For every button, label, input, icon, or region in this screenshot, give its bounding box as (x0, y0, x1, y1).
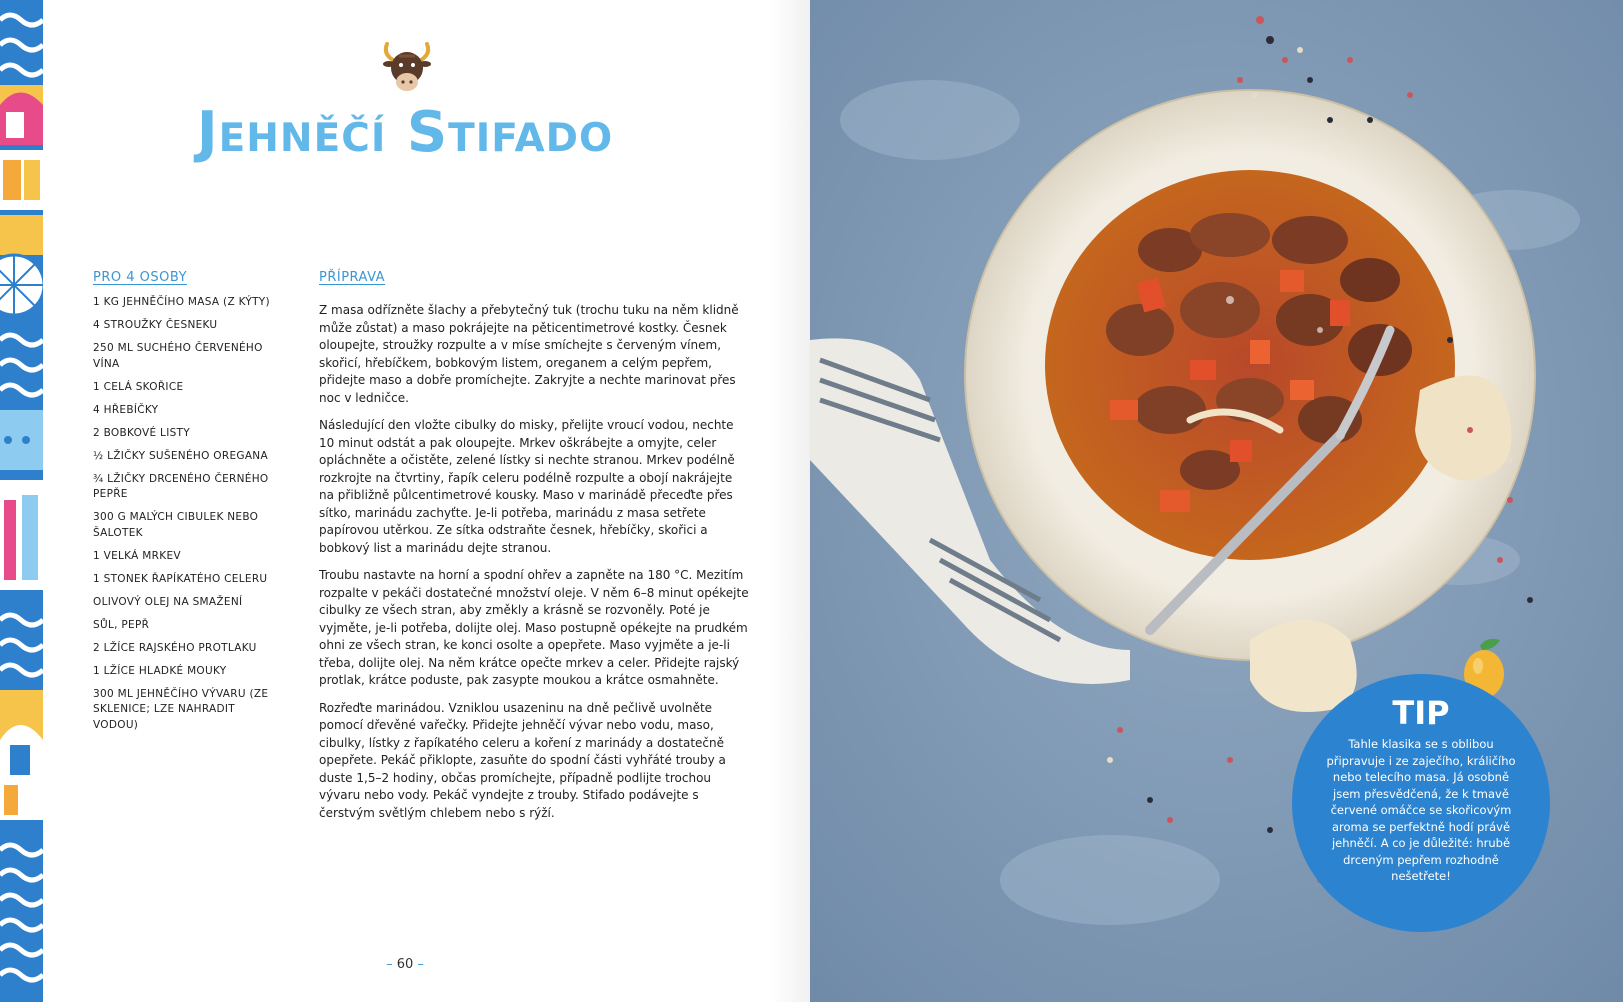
page-gutter (770, 0, 810, 1002)
preparation-step: Troubu nastavte na horní a spodní ohřev a zapněte na 180 °C. Mezitím rozpalte v pekáči dostatečné množství oleje. V něm 6–8 minut opékejte cibulky ze všech stran, aby změkly a krásně se rozvoněly. Poté je vyjměte, je-li potřeba, dolijte olej. Maso postupně opékejte na prudkém ohni ze všech stran, ke konci osolte a opepřete. Maso vyjměte a je-li třeba, dolijte olej. Na něm krátce opečte mrkev a celer. Přidejte rajský protlak, krátce poduste, pak zasypte moukou a krátce osmahněte. (319, 568, 749, 687)
ingredients-heading: PRO 4 OSOBY (93, 270, 188, 285)
ingredient-item: 1 KG JEHNĚČÍHO MASA (Z KÝTY) (93, 296, 270, 308)
tip-text: Tahle klasika se s oblibou připravuje i ze zaječího, králičího nebo telecího masa. Já osobně jsem přesvědčená, že k tmavě červené omáčce se skořicovým aroma se perfektně hodí právě jehněčí. A co je důležité: hrubě drceným pepřem rozhodně nešetřete! (1326, 737, 1516, 883)
preparation-heading: PŘÍPRAVA (319, 270, 386, 285)
preparation-step: Rozřeďte marinádou. Vzniklou usazeninu na dně pečlivě uvolněte pomocí dřevěné vařečky. Přidejte jehněčí vývar nebo vodu, maso, cibulky, lístky z řapíkatého celeru a koření z marinády a dostatečně opepřete. Pekáč přiklopte, zasuňte do spodní části vyhřáté trouby a duste 1,5–2 hodiny, občas promíchejte, případně podlijte trochou vývaru nebo vody. Pekáč vyndejte z trouby. Stifado podávejte s čerstvým světlým chlebem nebo s rýží. (319, 700, 726, 820)
ingredient-item: 1 CELÁ SKOŘICE (93, 380, 184, 393)
ingredient-item: ¾ LŽIČKY DRCENÉHO ČERNÉHO PEPŘE (93, 472, 269, 500)
preparation-column (319, 270, 749, 832)
ingredient-item: 1 STONEK ŘAPÍKATÉHO CELERU (93, 572, 268, 585)
ingredient-item: 250 ML SUCHÉHO ČERVENÉHO VÍNA (93, 342, 263, 370)
ingredient-item: OLIVOVÝ OLEJ NA SMAŽENÍ (93, 595, 243, 608)
ox-head-icon (381, 40, 433, 98)
ingredient-item: 2 LŽÍCE RAJSKÉHO PROTLAKU (93, 641, 257, 654)
ingredient-item: SŮL, PEPŘ (93, 618, 150, 631)
ingredient-item: 4 STROUŽKY ČESNEKU (93, 319, 218, 331)
tip-bubble (1292, 674, 1550, 932)
ingredient-item: 4 HŘEBÍČKY (93, 403, 159, 416)
ingredient-item: ½ LŽIČKY SUŠENÉHO OREGANA (93, 449, 268, 462)
ingredients-column (93, 270, 283, 741)
ingredient-item: 1 LŽÍCE HLADKÉ MOUKY (93, 664, 227, 677)
ingredient-item: 300 G MALÝCH CIBULEK NEBO ŠALOTEK (93, 511, 259, 539)
recipe-title: Jehněčí Stifado (196, 100, 614, 165)
page-number-value: 60 (396, 957, 414, 972)
ingredient-item: 1 VELKÁ MRKEV (93, 549, 181, 562)
page-number: – 60 – (386, 957, 424, 972)
ingredient-item: 300 ML JEHNĚČÍHO VÝVARU (ZE SKLENICE; LZE NAHRADIT VODOU) (93, 687, 269, 731)
preparation-step: Z masa odřízněte šlachy a přebytečný tuk (trochu tuku na něm klidně může zůstat) a maso pokrájejte na pěticentimetrové kostky. Česnek oloupejte, stroužky rozpulte a v míse smíchejte s červeným vínem, skořicí, hřebíčkem, bobkovým listem, oreganem a celým pepřem, přidejte maso a dobře promíchejte. Zakryjte a nechte marinovat přes noc v ledničce. (319, 303, 739, 405)
ingredient-item: 2 BOBKOVÉ LISTY (93, 426, 190, 439)
ingredients-list (93, 295, 283, 733)
preparation-step: Následující den vložte cibulky do misky, přelijte vroucí vodou, nechte 10 minut odstát a pak oloupejte. Mrkev oškrábejte a omyjte, celer opláchněte a očistěte, zelené lístky si nechte stranou. Mrkev podélně rozkrojte na čtvrtiny, řapík celeru podélně rozpulte a obojí nakrájejte na přibližně půlcentimetrové kousky. Maso v marinádě přeceďte přes sítko, marinádu zachyťte. Je-li potřeba, marinádu z masa setřete papírovou utěrkou. Ze sítka odstraňte česnek, hřebíčky, skořici a bobkový list a marinádu dejte stranou. (319, 418, 735, 555)
tip-title: TIP (1392, 694, 1450, 732)
left-page (0, 0, 810, 1002)
